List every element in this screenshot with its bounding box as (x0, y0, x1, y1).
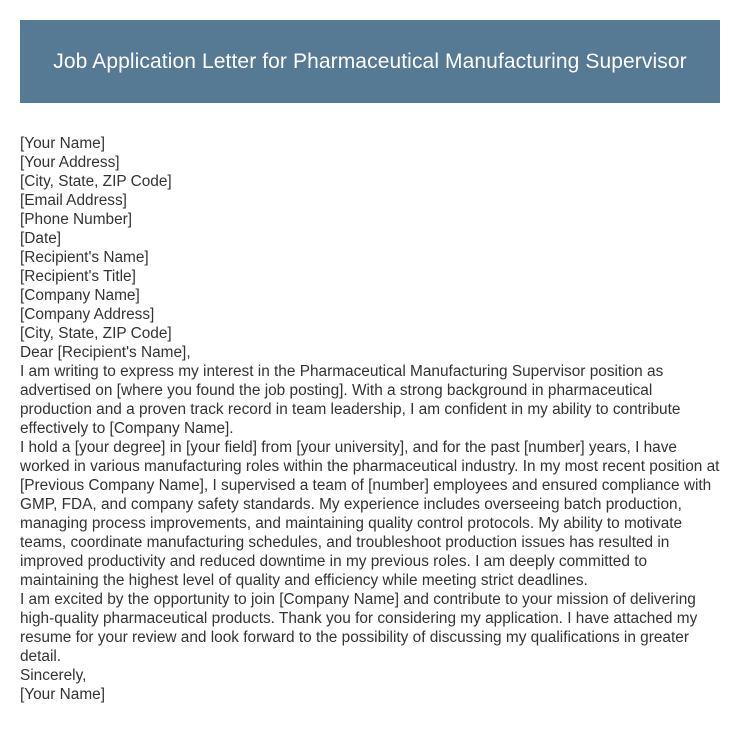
salutation: Dear [Recipient's Name], (20, 344, 191, 361)
body-paragraph-2: I hold a [your degree] in [your field] from [your university], and for the past [number] years, I have worked in various manufacturing roles within the pharmaceutical industry. In my most recent position at [Previous Company Name], I supervised a team of [number] employees and ensured compliance with GMP, FDA, and company safety standards. My experience includes overseeing batch production, managing process improvements, and maintaining quality control protocols. My ability to motivate teams, coordinate manufacturing schedules, and troubleshoot production issues has resulted in improved productivity and reduced downtime in my previous roles. I am deeply committed to maintaining the highest level of quality and efficiency while meeting strict deadlines. (20, 439, 720, 589)
title-banner (20, 20, 720, 103)
sender-city-state-zip: [City, State, ZIP Code] (20, 173, 172, 190)
body-paragraph-1: I am writing to express my interest in the Pharmaceutical Manufacturing Supervisor position as advertised on [where you found the job posting]. With a strong background in pharmaceutical production and a proven track record in team leadership, I am confident in my ability to contribute effectively to [Company Name]. (20, 363, 681, 437)
recipient-name: [Recipient's Name] (20, 249, 149, 266)
sender-address: [Your Address] (20, 154, 120, 171)
sender-name: [Your Name] (20, 135, 105, 152)
closing: Sincerely, (20, 667, 87, 684)
recipient-address: [Company Address] (20, 306, 155, 323)
recipient-city-state-zip: [City, State, ZIP Code] (20, 325, 172, 342)
body-paragraph-3: I am excited by the opportunity to join [Company Name] and contribute to your mission of delivering high-quality pharmaceutical products. Thank you for considering my application. I have attached my resume for your review and look forward to the possibility of discussing my qualifications in greater detail. (20, 591, 698, 665)
recipient-title: [Recipient's Title] (20, 268, 136, 285)
sender-email: [Email Address] (20, 192, 127, 209)
signature: [Your Name] (20, 686, 105, 703)
page-title: Job Application Letter for Pharmaceutical Manufacturing Supervisor (53, 49, 687, 73)
letter-body (20, 134, 720, 704)
recipient-company: [Company Name] (20, 287, 140, 304)
letter-date: [Date] (20, 230, 62, 247)
sender-phone: [Phone Number] (20, 211, 133, 228)
